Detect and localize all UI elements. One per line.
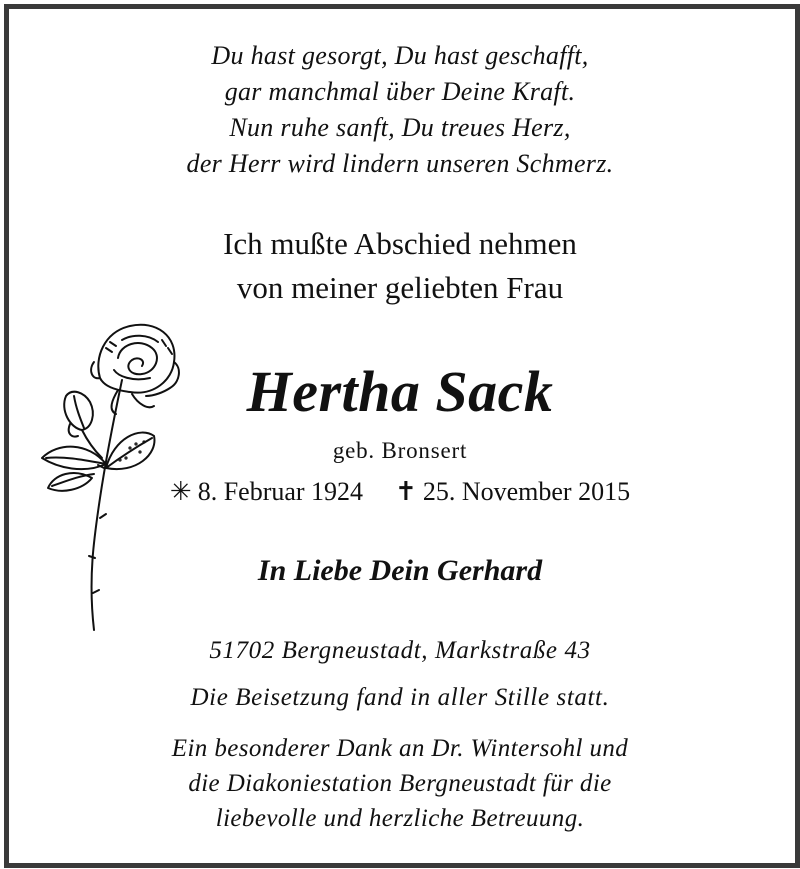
intro-line: von meiner geliebten Frau xyxy=(236,270,564,305)
farewell-intro xyxy=(0,222,800,310)
thanks-line: Ein besonderer Dank an Dr. Wintersohl und xyxy=(171,735,629,762)
verse-line: gar manchmal über Deine Kraft. xyxy=(224,77,576,106)
verse-line: der Herr wird lindern unseren Schmerz. xyxy=(186,149,614,178)
memorial-verse xyxy=(0,38,800,182)
maiden-name: geb. Bronsert xyxy=(332,438,468,463)
signature: In Liebe Dein Gerhard xyxy=(257,554,543,587)
thanks-line: die Diakoniestation Bergneustadt für die xyxy=(188,770,612,797)
burial-note: Die Beisetzung fand in aller Stille statt. xyxy=(190,684,610,711)
address: 51702 Bergneustadt, Markstraße 43 xyxy=(209,637,591,664)
life-dates xyxy=(0,476,800,508)
birth-star-icon: ✳ xyxy=(169,477,192,506)
thanks-line: liebevolle und herzliche Betreuung. xyxy=(215,805,585,832)
intro-line: Ich mußte Abschied nehmen xyxy=(223,226,577,261)
death-cross-icon: ✝ xyxy=(395,477,417,506)
deceased-name: Hertha Sack xyxy=(246,359,554,424)
verse-line: Du hast gesorgt, Du hast geschafft, xyxy=(211,41,589,70)
verse-line: Nun ruhe sanft, Du treues Herz, xyxy=(229,113,571,142)
thanks-note xyxy=(0,731,800,836)
death-date: 25. November 2015 xyxy=(422,477,631,506)
birth-date: 8. Februar 1924 xyxy=(197,477,364,506)
